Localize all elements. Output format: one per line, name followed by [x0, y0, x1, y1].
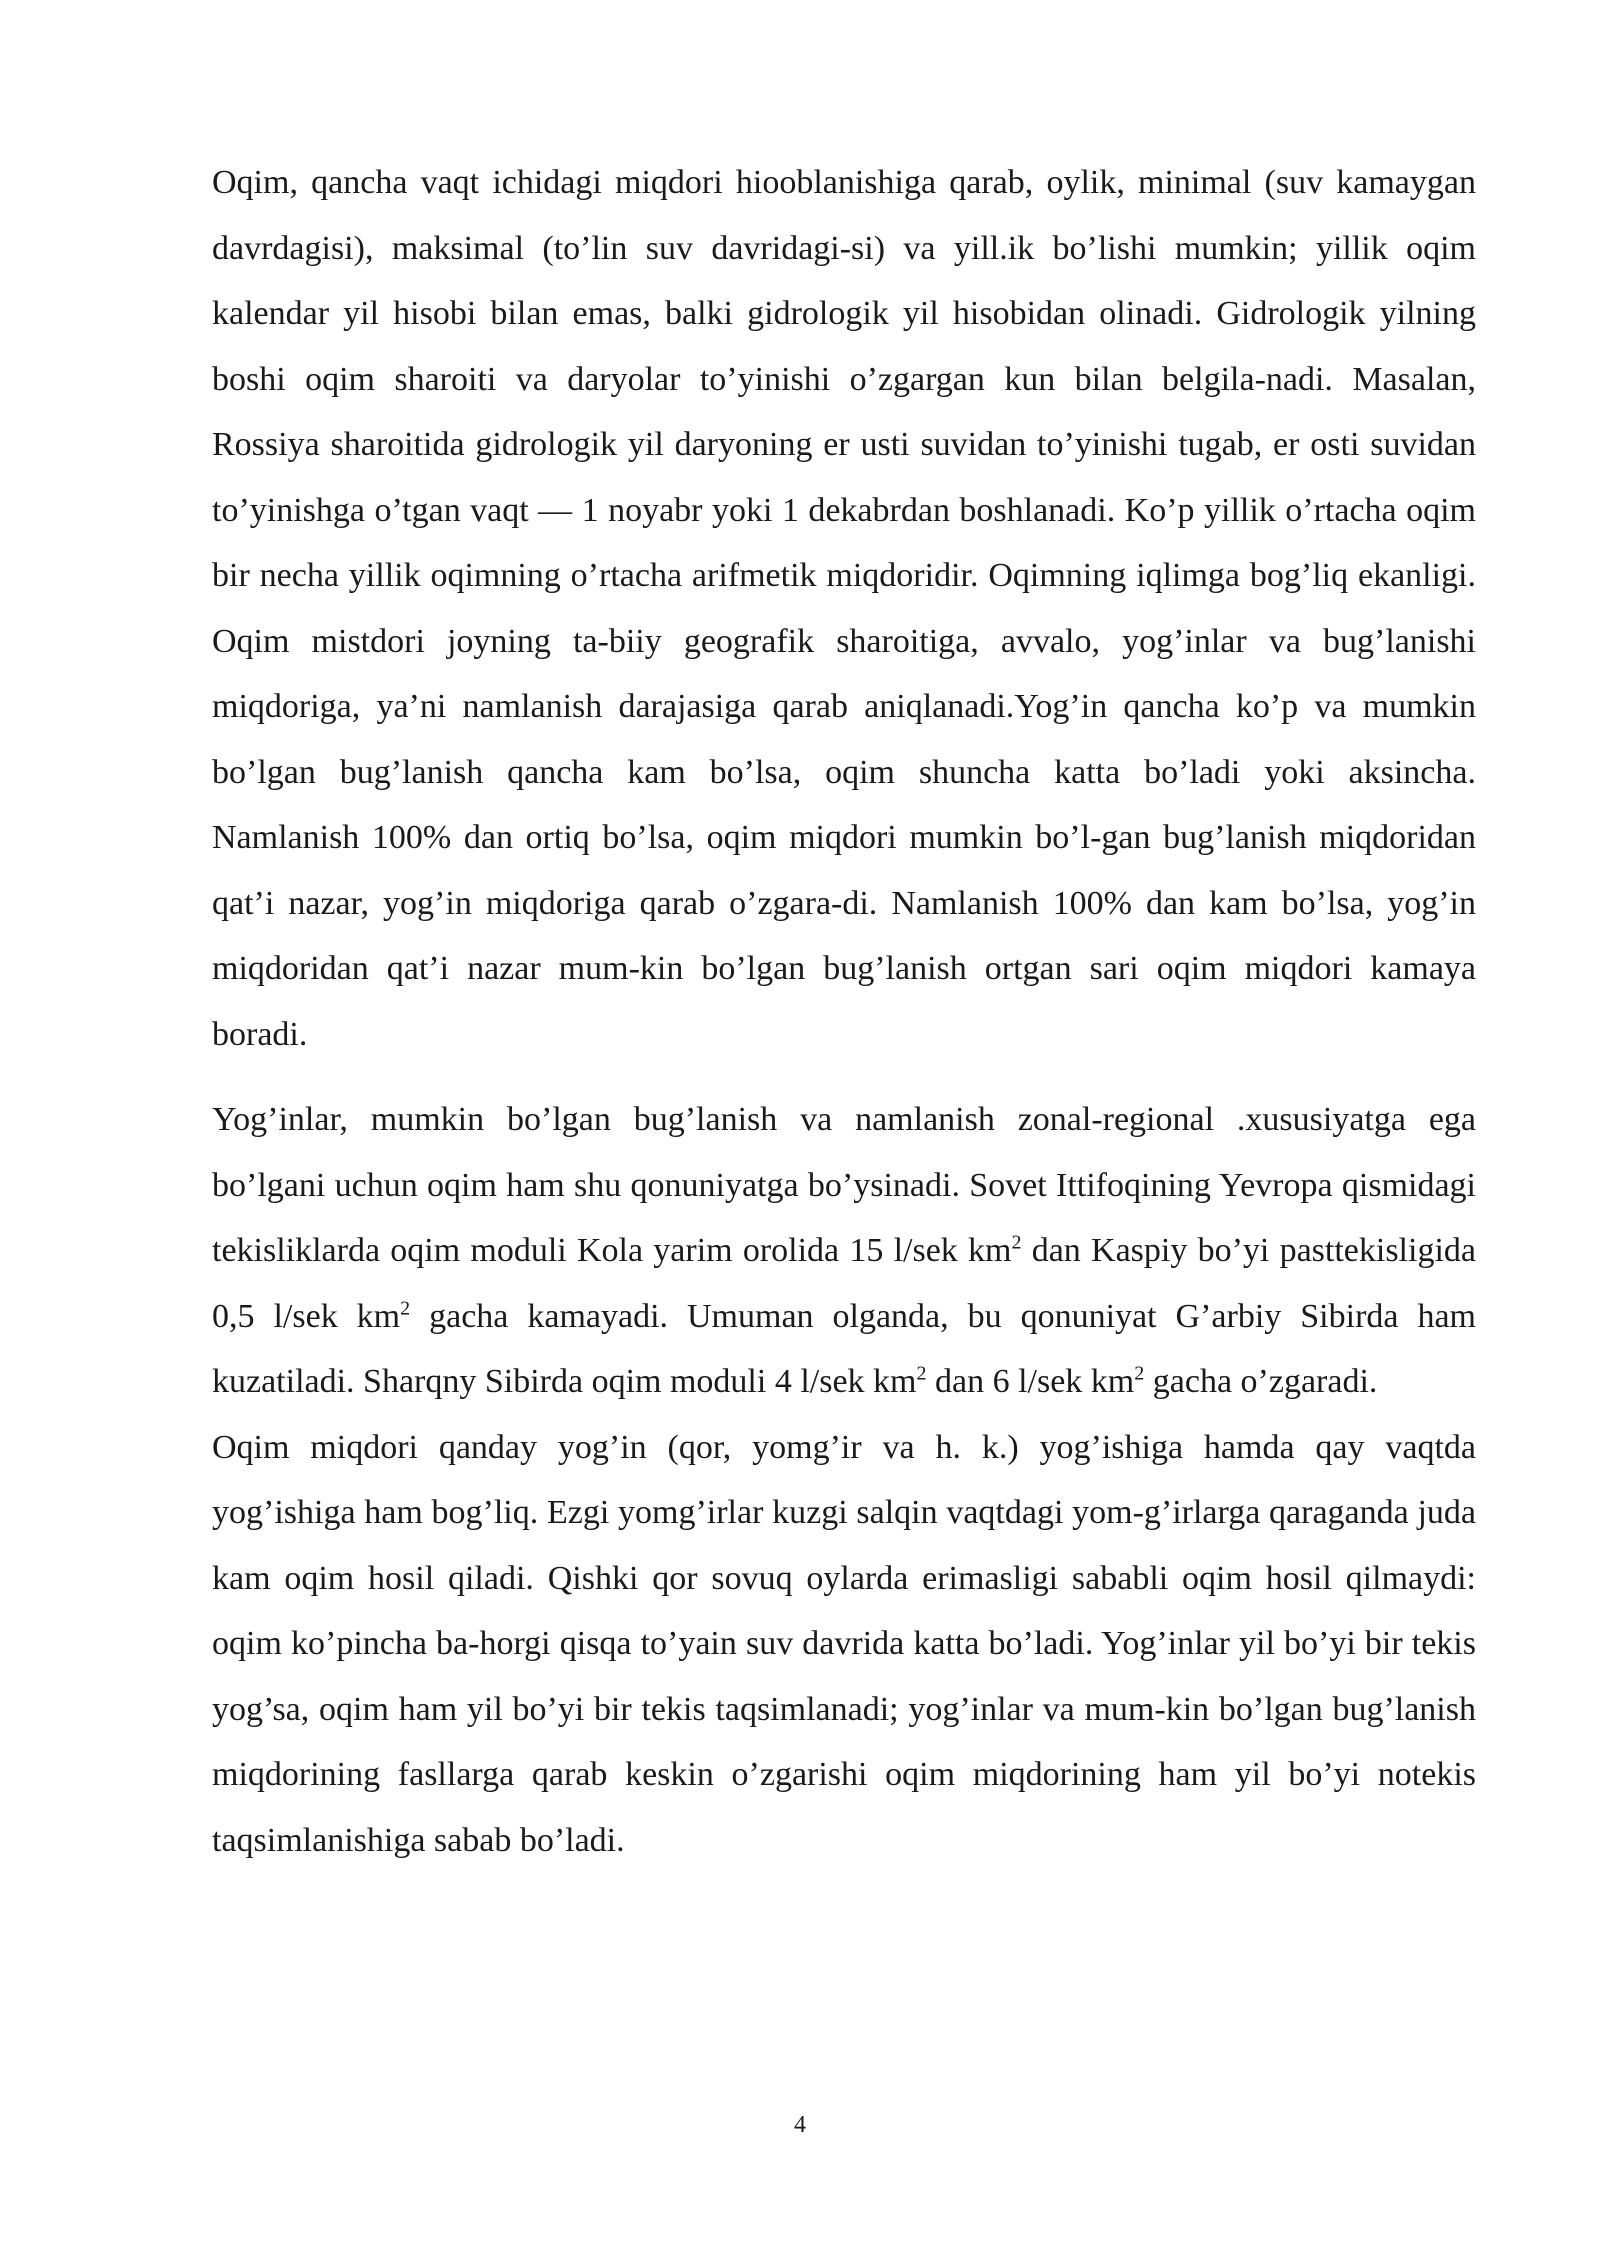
superscript-2-3: 2: [916, 1362, 927, 1385]
paragraph-2-text-4: dan 6 l/sek km: [926, 1363, 1135, 1400]
paragraph-3: Oqim miqdori qanday yog’in (qor, yomg’ir va h. k.) yog’ishiga hamda qay vaqtda yog’ishiga ham bog’liq. Ezgi yomg’irlar kuzgi salqin vaqtdagi yom-g’irlarga qaraganda juda kam oqim hosil qiladi. Qishki qor sovuq oylarda erimasligi sababli oqim hosil qilmaydi: oqim ko’pincha ba-horgi qisqa to’yain suv davrida katta bo’ladi. Yog’inlar yil bo’yi bir tekis yog’sa, oqim ham yil bo’yi bir tekis taqsimlanadi; yog’inlar va mum-kin bo’lgan bug’lanish miqdorining fasllarga qarab keskin o’zgarishi oqim miqdorining ham yil bo’yi notekis taqsimlanishiga sabab bo’ladi.: [212, 1428, 1476, 1859]
superscript-2-1: 2: [1011, 1231, 1022, 1254]
paragraph-2-text-5: gacha o’zgaradi.: [1144, 1363, 1378, 1400]
paragraph-1: Oqim, qancha vaqt ichidagi miqdori hiooblanishiga qarab, oylik, minimal (suv kamaygan davrdagisi), maksimal (to’lin suv davridagi-si) va yill.ik bo’lishi mumkin; yillik oqim kalendar yil hisobi bilan emas, balki gidrologik yil hisobidan olinadi. Gidrologik yilning boshi oqim sharoiti va daryolar to’yinishi o’zgargan kun bilan belgila-nadi. Masalan, Rossiya sharoitida gidrologik yil daryoning er usti suvidan to’yinishi tugab, er osti suvidan to’yinishga o’tgan vaqt — 1 noyabr yoki 1 dekabrdan boshlanadi. Ko’p yillik o’rtacha oqim bir necha yillik oqimning o’rtacha arifmetik miqdoridir. Oqimning iqlimga bog’liq ekanligi. Oqim mistdori joyning ta-biiy geografik sharoitiga, avvalo, yog’inlar va bug’lanishi miqdoriga, ya’ni namlanish darajasiga qarab aniqlanadi.Yog’in qancha ko’p va mumkin bo’lgan bug’lanish qancha kam bo’lsa, oqim shuncha katta bo’ladi yoki aksincha. Namlanish 100% dan ortiq bo’lsa, oqim miqdori mumkin bo’l-gan bug’lanish miqdoridan qat’i nazar, yog’in miqdoriga qarab o’zgara-di. Namlanish 100% dan kam bo’lsa, yog’in miqdoridan qat’i nazar mum-kin bo’lgan bug’lanish ortgan sari oqim miqdori kamaya boradi.: [212, 164, 1476, 1053]
superscript-2-4: 2: [1134, 1362, 1145, 1385]
page-number: 4: [794, 2112, 806, 2138]
paragraph-2-text-2: dan Kaspiy bo’yi pasttekisligida 0,5 l/sek km: [212, 1232, 1476, 1335]
document-body: [212, 150, 1476, 1873]
paragraph-2: [212, 1087, 1476, 1415]
paragraph-2-text-1: Yog’inlar, mumkin bo’lgan bug’lanish va namlanish zonal-regional .xususiyatga ega bo’lgani uchun oqim ham shu qonuniyatga bo’ysinadi. Sovet Ittifoqining Yevropa qismidagi tekisliklarda oqim moduli Kola yarim orolida 15 l/sek km: [212, 1101, 1476, 1269]
paragraph-2-text-3: gacha kamayadi. Umuman olganda, bu qonuniyat G’arbiy Sibirda ham kuzatiladi. Sharqny Sibirda oqim moduli 4 l/sek km: [212, 1297, 1476, 1400]
superscript-2-2: 2: [400, 1297, 411, 1320]
